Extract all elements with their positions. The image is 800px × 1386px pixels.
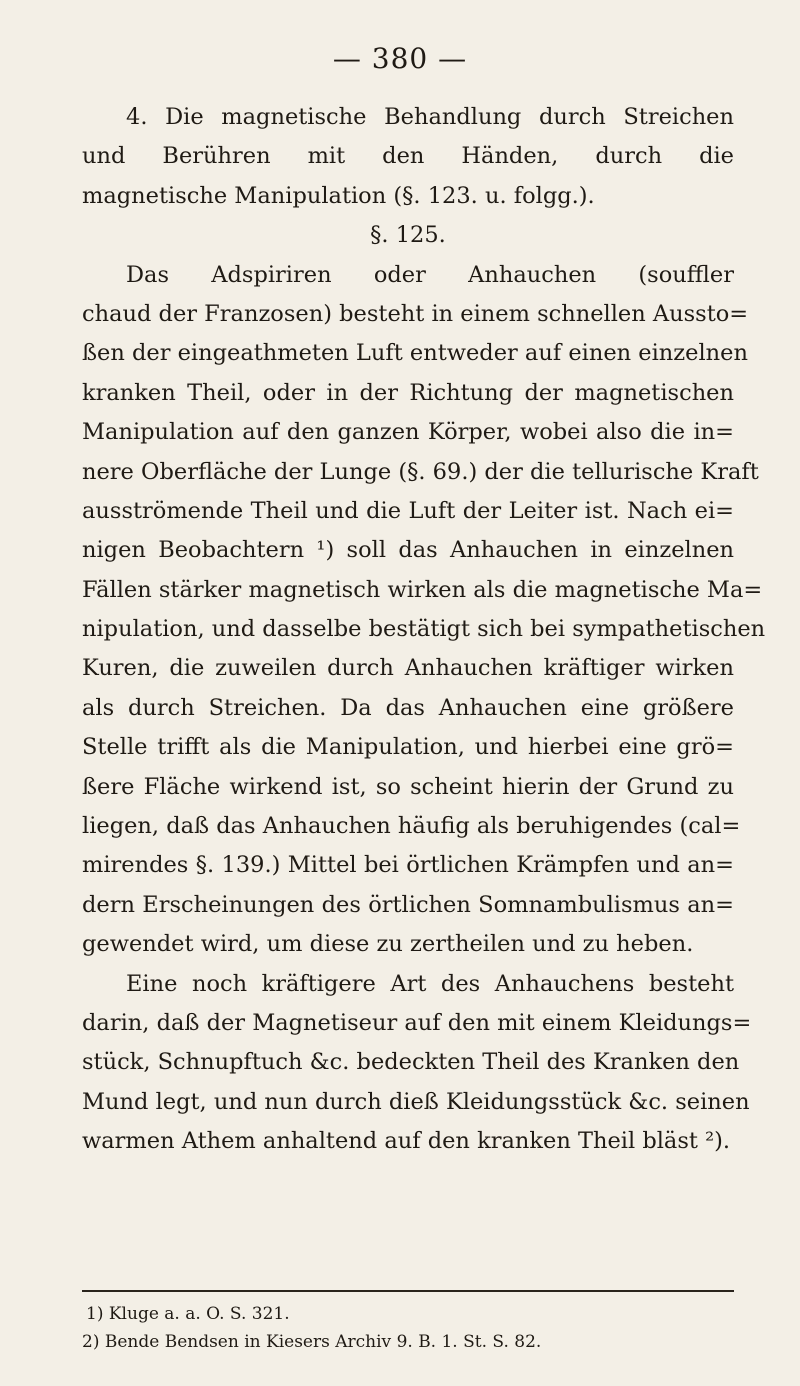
page-number: — 380 —	[332, 42, 468, 75]
text-line: dern Erscheinungen des örtlichen Somnambulismus an=	[82, 891, 734, 918]
body-text	[82, 98, 766, 1162]
text-line: magnetische Manipulation (§. 123. u. folgg.).	[82, 182, 595, 209]
text-line: kranken Theil, oder in der Richtung der magnetischen	[82, 379, 734, 406]
text-line: Kuren, die zuweilen durch Anhauchen kräftiger wirken	[82, 655, 734, 682]
text-line: als durch Streichen. Da das Anhauchen eine größere	[82, 694, 734, 721]
footnote: 1) Kluge a. a. O. S. 321.	[86, 1304, 290, 1324]
footnote: 2) Bende Bendsen in Kiesers Archiv 9. B. 1. St. S. 82.	[82, 1332, 542, 1352]
text-line: liegen, daß das Anhauchen häufig als beruhigendes (cal=	[82, 813, 741, 840]
text-line: Das Adspiriren oder Anhauchen (souffler	[126, 261, 734, 288]
text-line: gewendet wird, um diese zu zertheilen und zu heben.	[82, 931, 694, 958]
footnotes	[82, 1300, 734, 1356]
footnote-rule	[82, 1290, 734, 1292]
text-line: Eine noch kräftigere Art des Anhauchens besteht	[126, 970, 734, 997]
text-line: Manipulation auf den ganzen Körper, wobei also die in=	[82, 419, 734, 446]
text-line: Fällen stärker magnetisch wirken als die magnetische Ma=	[82, 576, 763, 603]
text-line: ßere Fläche wirkend ist, so scheint hierin der Grund zu	[82, 773, 734, 800]
text-line: darin, daß der Magnetiseur auf den mit einem Kleidungs=	[82, 1009, 752, 1036]
text-line: mirendes §. 139.) Mittel bei örtlichen Krämpfen und an=	[82, 852, 734, 879]
text-line: Stelle trifft als die Manipulation, und hierbei eine grö=	[82, 734, 734, 761]
text-line: nipulation, und dasselbe bestätigt sich bei sympathetischen	[82, 616, 766, 643]
text-line: stück, Schnupftuch &c. bedeckten Theil des Kranken den	[82, 1049, 740, 1076]
text-line: 4. Die magnetische Behandlung durch Streichen	[126, 104, 734, 130]
text-line: ausströmende Theil und die Luft der Leiter ist. Nach ei=	[82, 497, 734, 524]
text-line: ßen der eingeathmeten Luft entweder auf einen einzelnen	[82, 340, 748, 367]
text-line: und Berühren mit den Händen, durch die	[82, 143, 734, 170]
text-line: warmen Athem anhaltend auf den kranken Theil bläst ²).	[82, 1128, 731, 1155]
text-line: Mund legt, und nun durch dieß Kleidungsstück &c. seinen	[82, 1088, 750, 1115]
text-line: chaud der Franzosen) besteht in einem schnellen Aussto=	[82, 300, 749, 327]
section-heading: §. 125.	[370, 222, 446, 249]
text-line: nigen Beobachtern ¹) soll das Anhauchen in einzelnen	[82, 537, 734, 564]
text-line: nere Oberfläche der Lunge (§. 69.) der die tellurische Kraft	[82, 458, 759, 485]
